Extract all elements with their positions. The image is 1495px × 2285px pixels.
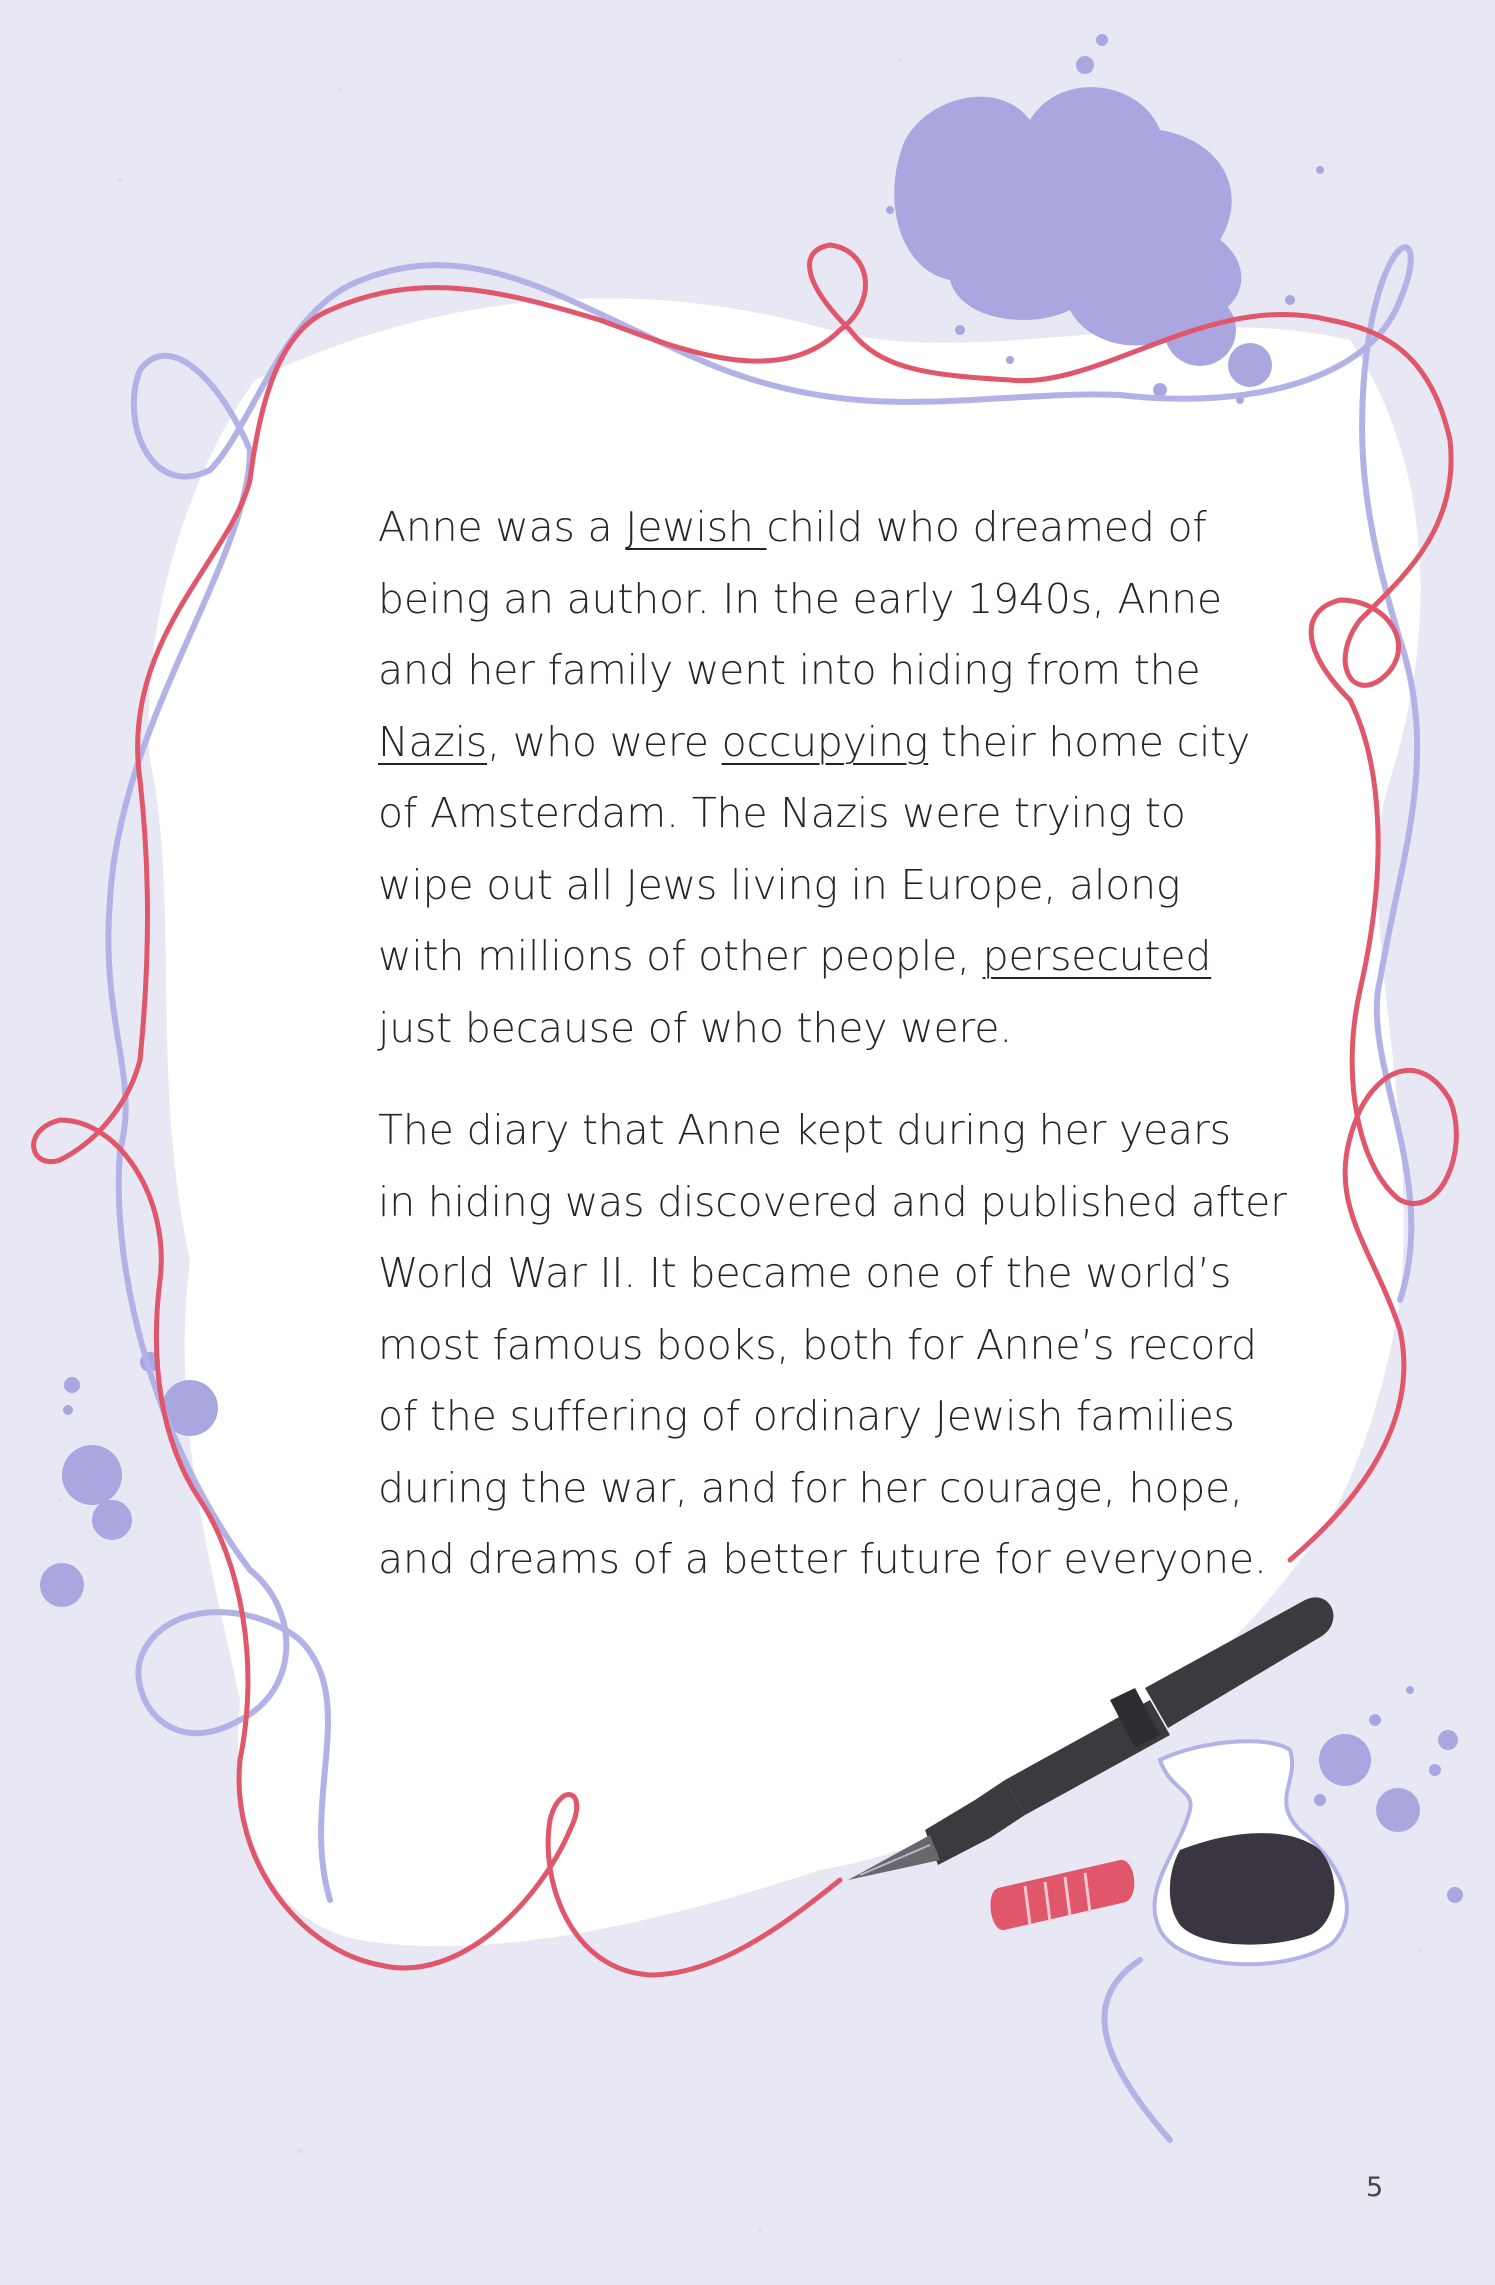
text-line [378, 707, 1251, 779]
text-line [378, 1095, 1238, 1167]
body-text [378, 492, 1287, 1627]
text-run: and her family went into hiding from the [378, 646, 1201, 694]
paragraph-1 [378, 492, 1251, 1064]
text-line [378, 1238, 1238, 1310]
text-line [378, 921, 1238, 993]
page-number: 5 [1366, 2172, 1384, 2203]
text-line [378, 1310, 1257, 1382]
ink-bottle [1154, 1741, 1346, 1964]
pen-cap [990, 1860, 1134, 1930]
glossary-term: persecuted [982, 932, 1212, 980]
text-run: just because of who they were. [378, 1003, 1013, 1052]
text-run: most famous books, both for Anne’s record [378, 1320, 1257, 1369]
text-run: of the suffering of ordinary Jewish families [378, 1392, 1235, 1440]
glossary-term: Jewish [625, 503, 767, 551]
text-run: in hiding was discovered and published after [378, 1177, 1287, 1226]
text-run: child who dreamed of [766, 503, 1207, 551]
paragraph-2 [378, 1095, 1287, 1596]
text-line [378, 635, 1238, 707]
text-line [378, 778, 1238, 850]
text-run: , who were [487, 717, 722, 766]
text-line [378, 1381, 1238, 1453]
text-run: of Amsterdam. The Nazis were trying to [378, 789, 1186, 837]
text-run: Anne was a [378, 503, 626, 551]
text-run: wipe out all Jews living in Europe, along [378, 860, 1181, 909]
text-line [378, 1453, 1243, 1525]
text-line [378, 1167, 1287, 1239]
text-run: The diary that Anne kept during her years [378, 1106, 1231, 1154]
text-run: with millions of other people, [378, 932, 983, 980]
glossary-term: occupying [721, 717, 929, 766]
text-line [378, 564, 1238, 636]
glossary-term: Nazis [378, 717, 488, 766]
text-line [378, 492, 1238, 564]
text-run: World War II. It became one of the world’s [378, 1249, 1232, 1297]
text-run: their home city [928, 717, 1251, 766]
text-line [378, 993, 1238, 1065]
text-run: and dreams of a better future for everyone. [378, 1535, 1267, 1583]
text-line [378, 850, 1238, 922]
text-run: being an author. In the early 1940s, Anne [378, 574, 1222, 623]
text-line [378, 1524, 1267, 1596]
text-run: during the war, and for her courage, hope, [378, 1463, 1243, 1512]
